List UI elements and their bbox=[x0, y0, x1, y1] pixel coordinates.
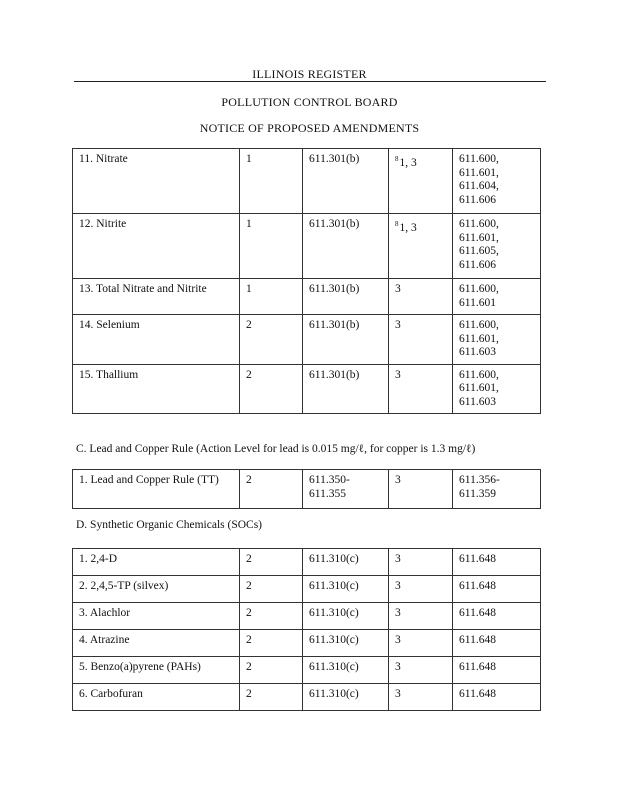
reference-line: 611.603 bbox=[459, 395, 496, 408]
reference-cell bbox=[453, 470, 541, 509]
level-cell: 3 bbox=[389, 364, 453, 414]
board-title: POLLUTION CONTROL BOARD bbox=[221, 95, 398, 109]
tier-cell: 2 bbox=[240, 603, 303, 630]
tier-cell: 2 bbox=[240, 576, 303, 603]
reference-line: 611.605, bbox=[459, 245, 499, 257]
lead-copper-heading: C. Lead and Copper Rule (Action Level for lead is 0.015 mg/ℓ, for copper is 1.3 mg/ℓ) bbox=[76, 443, 476, 455]
table-row bbox=[73, 214, 541, 279]
contaminant-name: 11. Nitrate bbox=[73, 149, 240, 214]
reference-line: 611.601 bbox=[459, 296, 496, 309]
table-row bbox=[73, 279, 541, 315]
level-cell: 3 bbox=[389, 470, 453, 509]
section-cell: 611.310(c) bbox=[303, 657, 389, 684]
reference-line: 611.601, bbox=[459, 332, 499, 345]
reference-cell: 611.648 bbox=[453, 630, 541, 657]
reference-cell: 611.648 bbox=[453, 576, 541, 603]
lead-copper-table bbox=[72, 469, 541, 509]
reference-line: 611.606 bbox=[459, 258, 496, 271]
table-row bbox=[73, 657, 541, 684]
reference-line: 611.604, bbox=[459, 180, 499, 192]
contaminant-name: 1. 2,4-D bbox=[73, 549, 240, 576]
register-title: ILLINOIS REGISTER bbox=[252, 67, 367, 81]
level-cell: 3 bbox=[389, 549, 453, 576]
level-cell: 3 bbox=[389, 603, 453, 630]
table-row bbox=[73, 470, 541, 509]
section-cell: 611.310(c) bbox=[303, 549, 389, 576]
section-cell: 611.301(b) bbox=[303, 364, 389, 414]
level-cell: 3 bbox=[389, 684, 453, 711]
section-line: 611.355 bbox=[309, 487, 346, 500]
section-cell: 611.301(b) bbox=[303, 214, 389, 279]
table-row bbox=[73, 576, 541, 603]
level-cell bbox=[389, 149, 453, 214]
reference-line: 611.601, bbox=[459, 382, 499, 394]
reference-cell bbox=[453, 315, 541, 365]
reference-line: 611.600, bbox=[459, 283, 499, 295]
reference-line: 611.606 bbox=[459, 193, 496, 206]
reference-cell bbox=[453, 214, 541, 279]
inorganic-table bbox=[72, 148, 541, 414]
table-row bbox=[73, 549, 541, 576]
reference-cell: 611.648 bbox=[453, 684, 541, 711]
reference-line: 611.600, bbox=[459, 218, 499, 230]
table-row bbox=[73, 603, 541, 630]
footnote-marker: 8 bbox=[395, 220, 399, 228]
tier-cell: 2 bbox=[240, 657, 303, 684]
level-cell: 3 bbox=[389, 657, 453, 684]
reference-line: 611.356- bbox=[459, 474, 500, 486]
section-cell: 611.301(b) bbox=[303, 315, 389, 365]
table-row bbox=[73, 684, 541, 711]
section-cell: 611.310(c) bbox=[303, 630, 389, 657]
tier-cell: 1 bbox=[240, 149, 303, 214]
header-rule bbox=[74, 81, 546, 82]
tier-cell: 2 bbox=[240, 315, 303, 365]
reference-line: 611.603 bbox=[459, 346, 496, 358]
tier-cell: 1 bbox=[240, 279, 303, 315]
level-cell: 3 bbox=[389, 279, 453, 315]
reference-cell: 611.648 bbox=[453, 549, 541, 576]
section-cell: 611.301(b) bbox=[303, 149, 389, 214]
reference-cell bbox=[453, 149, 541, 214]
contaminant-name: 5. Benzo(a)pyrene (PAHs) bbox=[73, 657, 240, 684]
notice-title: NOTICE OF PROPOSED AMENDMENTS bbox=[199, 121, 420, 135]
tier-cell: 1 bbox=[240, 214, 303, 279]
contaminant-name: 3. Alachlor bbox=[73, 603, 240, 630]
level-value: 1, 3 bbox=[399, 156, 417, 169]
reference-line: 611.601, bbox=[459, 166, 499, 179]
contaminant-name: 1. Lead and Copper Rule (TT) bbox=[73, 470, 240, 509]
contaminant-name: 2. 2,4,5-TP (silvex) bbox=[73, 576, 240, 603]
contaminant-name: 14. Selenium bbox=[73, 315, 240, 365]
tier-cell: 2 bbox=[240, 684, 303, 711]
contaminant-name: 4. Atrazine bbox=[73, 630, 240, 657]
tier-cell: 2 bbox=[240, 549, 303, 576]
tier-cell: 2 bbox=[240, 364, 303, 414]
level-cell: 3 bbox=[389, 576, 453, 603]
tier-cell: 2 bbox=[240, 630, 303, 657]
reference-line: 611.600, bbox=[459, 368, 499, 381]
level-cell: 3 bbox=[389, 315, 453, 365]
reference-cell bbox=[453, 279, 541, 315]
reference-cell bbox=[453, 364, 541, 414]
reference-line: 611.600, bbox=[459, 319, 499, 331]
section-cell bbox=[303, 470, 389, 509]
section-cell: 611.301(b) bbox=[303, 279, 389, 315]
section-line: 611.350- bbox=[309, 474, 350, 486]
table-row bbox=[73, 630, 541, 657]
reference-line: 611.359 bbox=[459, 487, 496, 500]
contaminant-name: 13. Total Nitrate and Nitrite bbox=[73, 279, 240, 315]
level-cell bbox=[389, 214, 453, 279]
tier-cell: 2 bbox=[240, 470, 303, 509]
section-cell: 611.310(c) bbox=[303, 576, 389, 603]
level-cell: 3 bbox=[389, 630, 453, 657]
table-row bbox=[73, 315, 541, 365]
section-cell: 611.310(c) bbox=[303, 603, 389, 630]
section-cell: 611.310(c) bbox=[303, 684, 389, 711]
table-row bbox=[73, 149, 541, 214]
soc-heading: D. Synthetic Organic Chemicals (SOCs) bbox=[76, 519, 262, 531]
soc-table bbox=[72, 548, 541, 711]
reference-line: 611.601, bbox=[459, 231, 499, 244]
reference-line: 611.600, bbox=[459, 153, 499, 165]
table-row bbox=[73, 364, 541, 414]
contaminant-name: 15. Thallium bbox=[73, 364, 240, 414]
reference-cell: 611.648 bbox=[453, 657, 541, 684]
contaminant-name: 12. Nitrite bbox=[73, 214, 240, 279]
level-value: 1, 3 bbox=[399, 221, 417, 234]
reference-cell: 611.648 bbox=[453, 603, 541, 630]
footnote-marker: 8 bbox=[395, 155, 399, 163]
contaminant-name: 6. Carbofuran bbox=[73, 684, 240, 711]
